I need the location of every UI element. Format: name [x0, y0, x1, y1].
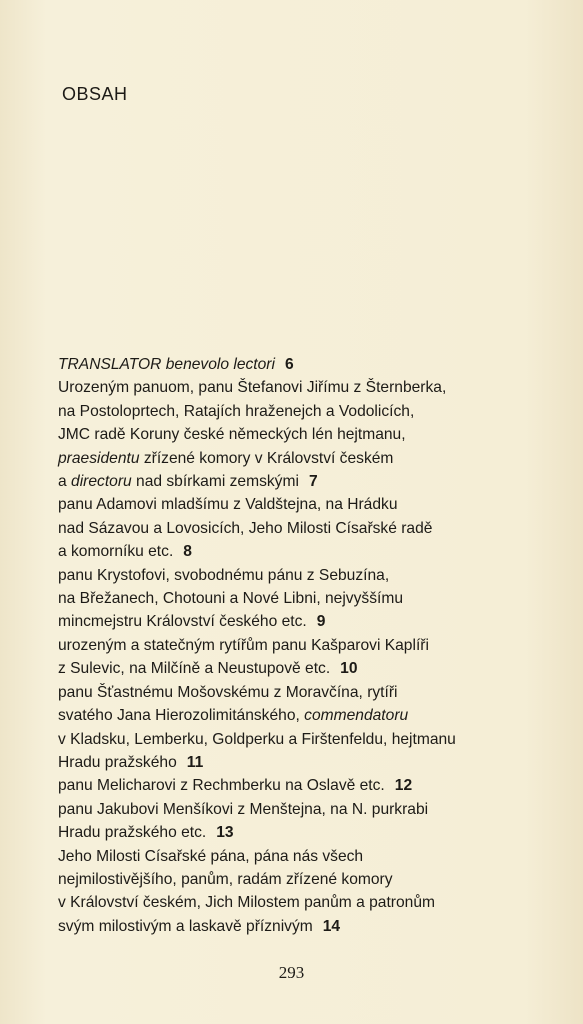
toc-page-number: 14 — [322, 917, 341, 935]
entry-text: nejmilostivějšího, panům, radám zřízené komory — [58, 870, 393, 888]
entry-text: panu Krystofovi, svobodnému pánu z Sebuzína, — [58, 566, 390, 584]
toc-entry — [58, 634, 558, 681]
toc-entry-line — [58, 564, 558, 587]
toc-entry-line — [58, 868, 558, 891]
entry-text: Urozeným panuom, panu Štefanovi Jiřímu z Šternberka, — [58, 379, 447, 397]
entry-text: svým milostivým a laskavě příznivým — [58, 917, 313, 935]
entry-text: JMC radě Koruny české německých lén hejtmanu, — [58, 426, 406, 444]
italic-text: directoru — [71, 473, 132, 491]
toc-entry — [58, 353, 558, 376]
entry-text: zřízené komory v Království českém — [139, 449, 394, 467]
toc-entry-line — [58, 610, 558, 633]
italic-text: TRANSLATOR benevolo lectori — [58, 356, 275, 373]
italic-text: commendatoru — [304, 707, 409, 725]
toc-page-number: 10 — [340, 660, 358, 678]
toc-entry — [58, 493, 558, 563]
toc-entry-line — [58, 447, 558, 470]
toc-entry — [58, 376, 558, 493]
toc-entry-line — [58, 634, 558, 657]
toc-entry-line — [58, 657, 558, 680]
toc-entry — [58, 564, 558, 634]
toc-page-number: 12 — [394, 777, 413, 795]
entry-text: z Sulevic, na Milčíně a Neustupově etc. — [58, 660, 331, 678]
entry-text: a komorníku etc. — [58, 543, 174, 561]
toc-entry-line — [58, 774, 558, 797]
italic-text: praesidentu — [58, 449, 140, 467]
entry-text: a — [58, 473, 72, 491]
toc-entry-line — [58, 798, 558, 821]
entry-text: na Postoloprtech, Ratajích hraženejch a Vodolicích, — [58, 402, 415, 420]
entry-text: panu Melicharovi z Rechmberku na Oslavě etc. — [58, 777, 385, 795]
toc-entry-line — [58, 493, 558, 516]
entry-text: nad Sázavou a Lovosicích, Jeho Milosti Císařské radě — [58, 519, 433, 537]
toc-entry — [58, 774, 558, 797]
entry-text: v Království českém, Jich Milostem panům a patronům — [58, 894, 435, 912]
toc-entry-line — [58, 751, 558, 774]
toc-entry — [58, 681, 558, 775]
toc-entry-line — [58, 704, 558, 727]
toc-entry-line — [58, 353, 558, 376]
toc-entry-line — [58, 845, 558, 868]
toc-entry-line — [58, 587, 558, 610]
toc-page-number: 11 — [186, 753, 204, 771]
entry-text: panu Adamovi mladšímu z Valdštejna, na Hrádku — [58, 496, 398, 514]
entry-text: panu Jakubovi Menšíkovi z Menštejna, na N. purkrabi — [58, 800, 429, 818]
toc-entry-line — [58, 400, 558, 423]
entry-text: Hradu pražského etc. — [58, 824, 207, 842]
entry-text: nad sbírkami zemskými — [131, 473, 299, 491]
table-of-contents — [58, 353, 558, 938]
entry-text: v Kladsku, Lemberku, Goldperku a Firštenfeldu, hejtmanu — [58, 730, 456, 748]
toc-entry — [58, 845, 558, 939]
toc-entry-line — [58, 423, 558, 446]
toc-entry — [58, 798, 558, 845]
entry-text: na Břežanech, Chotouni a Nové Libni, nejvyššímu — [58, 590, 403, 608]
toc-entry-line — [58, 681, 558, 704]
toc-page-number: 6 — [284, 356, 294, 373]
entry-text: svatého Jana Hierozolimitánského, — [58, 707, 305, 725]
page-number: 293 — [278, 963, 305, 982]
toc-entry-line — [58, 821, 558, 844]
toc-entry-line — [58, 517, 558, 540]
entry-text: Hradu pražského — [58, 753, 177, 771]
toc-entry-line — [58, 540, 558, 563]
entry-text: mincmejstru Království českého etc. — [58, 613, 307, 631]
toc-page-number: 13 — [216, 824, 234, 842]
toc-entry-line — [58, 728, 558, 751]
entry-text: urozeným a statečným rytířům panu Kašparovi Kaplíři — [58, 636, 429, 654]
toc-page-number: 8 — [183, 543, 192, 561]
toc-page-number: 7 — [308, 473, 318, 491]
entry-text: panu Šťastnému Mošovskému z Moravčína, rytíři — [58, 683, 398, 701]
page-heading: OBSAH — [62, 84, 128, 104]
toc-entry-line — [58, 376, 558, 399]
toc-entry-line — [58, 470, 558, 493]
entry-text: Jeho Milosti Císařské pána, pána nás všech — [58, 847, 364, 865]
toc-entry-line — [58, 891, 558, 914]
toc-entry-line — [58, 915, 558, 938]
toc-page-number: 9 — [316, 613, 326, 631]
